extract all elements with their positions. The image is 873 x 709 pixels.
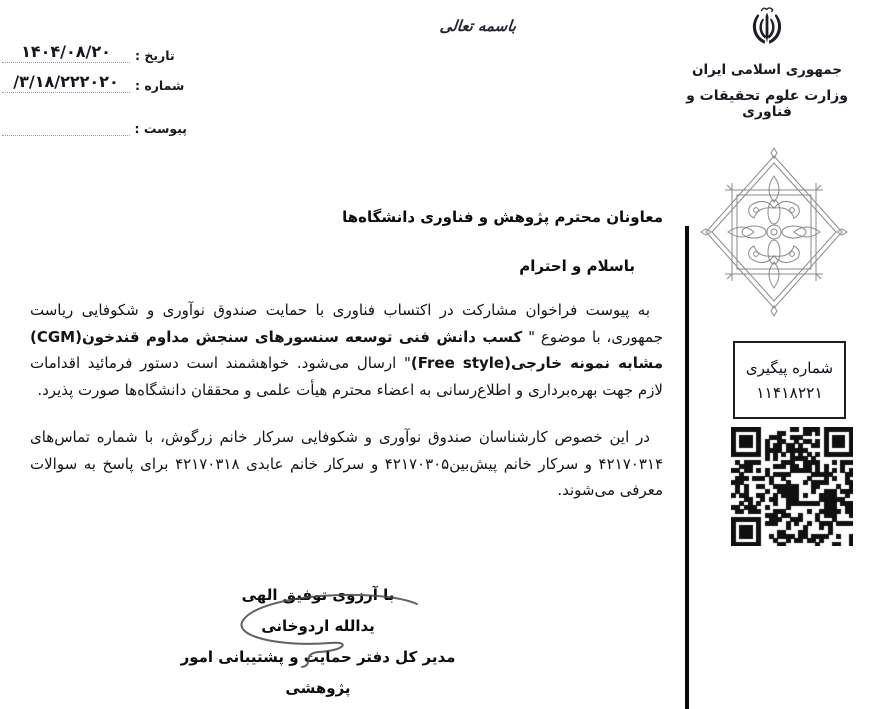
paragraph-1-lead: به پیوست فراخوان مشارکت در اکتساب فناوری با حمایت صندوق نوآوری و شکوفایی ریاست جمهوری، با موضوع " xyxy=(30,301,663,346)
recipient-line: معاونان محترم پژوهش و فناوری دانشگاه‌ها xyxy=(342,208,663,226)
salutation-line: باسلام و احترام xyxy=(519,257,635,275)
signatory-name: یدالله اردوخانی xyxy=(261,617,375,635)
date-row xyxy=(2,42,190,63)
attachment-label: پیوست : xyxy=(134,121,187,136)
tracking-number: ۱۱۴۱۸۲۲۱ xyxy=(756,383,823,402)
paragraph-1-subject-bold-2: مشابه نمونه خارجی xyxy=(510,354,663,372)
signatory-title: مدیر کل دفتر حمایت و پشتیبانی امور پژوهشی xyxy=(180,648,456,697)
attachment-value-blank xyxy=(2,115,130,136)
date-value: ۱۴۰۴/۰۸/۲۰ xyxy=(2,42,130,63)
signature-block xyxy=(148,580,488,704)
tracking-label: شماره پیگیری xyxy=(745,358,834,377)
islimi-star-medallion-icon xyxy=(698,146,850,318)
signature-wish-line: با آرزوی توفیق الهی xyxy=(241,586,395,604)
gov-ministry-line: وزارت علوم تحقیقات و فناوری xyxy=(686,88,848,120)
paragraph-1-subject-bold: کسب دانش فنی توسعه سنسورهای سنجش مداوم قندخون xyxy=(81,327,523,346)
paragraph-2: در این خصوص کارشناسان صندوق نوآوری و شکوفایی سرکار خانم زرگوش، با شماره تماس‌های ۴۲۱۷۰۳۱۴ و سرکار خانم پیش‌بین۴۲۱۷۰۳۰۵ و سرکار خانم عابدی ۴۲۱۷۰۳۱۸ برای پاسخ به سوالات معرفی می‌شوند. xyxy=(30,428,663,499)
iran-coat-of-arms-icon xyxy=(744,4,790,54)
tracking-number-box xyxy=(733,341,846,419)
gov-country-line: جمهوری اسلامی ایران xyxy=(691,62,843,78)
paragraph-1 xyxy=(30,297,663,403)
letter-meta-block xyxy=(2,42,190,145)
letter-body xyxy=(30,208,663,504)
number-label: شماره : xyxy=(135,78,185,93)
gov-header xyxy=(667,4,867,120)
vertical-divider-bar xyxy=(685,226,689,709)
number-row xyxy=(2,72,190,93)
date-label: تاریخ : xyxy=(135,48,175,63)
besmele-calligraphy: باسمه تعالی xyxy=(438,17,518,35)
number-value: /۳/۱۸/۲۲۲۰۲۰ xyxy=(2,72,130,93)
paragraph-1-rest: " ارسال می‌شود. خواهشمند است دستور فرمائید اقدامات لازم جهت بهره‌برداری و اطلاع‌رسانی به اعضاء محترم هیأت علمی و محققان دانشگاه‌ها صورت پذیرد. xyxy=(30,354,663,399)
attachment-row xyxy=(2,115,190,136)
qr-code-icon xyxy=(731,427,853,546)
freestyle-brand: (Free style) xyxy=(410,354,511,372)
cgm-abbreviation: (CGM) xyxy=(30,327,82,346)
